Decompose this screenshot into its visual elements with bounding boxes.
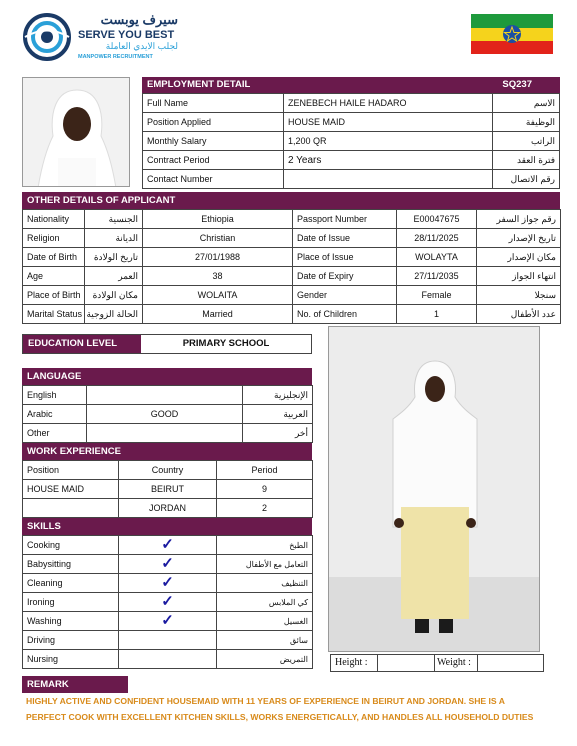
field-label: Monthly Salary <box>143 132 284 151</box>
other-details-section <box>22 192 560 324</box>
field-value: HOUSE MAID <box>284 113 493 132</box>
field-label-ar: فترة العقد <box>493 151 560 170</box>
skill-name: Babysitting <box>23 555 119 574</box>
remark-header: REMARK <box>22 676 128 693</box>
skill-name: Driving <box>23 631 119 650</box>
language-name-ar: أخر <box>243 424 313 443</box>
field-value: 2 Years <box>284 151 493 170</box>
field-label: Place of Issue <box>293 248 397 267</box>
work-position: HOUSE MAID <box>23 480 119 499</box>
employment-detail-header <box>142 77 560 93</box>
field-label: Position Applied <box>143 113 284 132</box>
skill-name-ar: كي الملابس <box>217 593 313 612</box>
field-label-ar: رقم الاتصال <box>493 170 560 189</box>
table-row <box>23 574 313 593</box>
field-value: 38 <box>143 267 293 286</box>
remark-line-1: HIGHLY ACTIVE AND CONFIDENT HOUSEMAID WITH 11 YEARS OF EXPERIENCE IN BEIRUT AND JORDAN. SHE IS A <box>26 696 505 706</box>
remark-section <box>22 676 562 725</box>
field-value: 1,200 QR <box>284 132 493 151</box>
employment-detail-title: EMPLOYMENT DETAIL <box>147 79 251 90</box>
field-label: Passport Number <box>293 210 397 229</box>
table-row <box>23 286 561 305</box>
skill-name: Nursing <box>23 650 119 669</box>
logo-english: SERVE YOU BEST <box>78 29 175 41</box>
other-details-table <box>22 209 561 324</box>
table-row <box>23 305 561 324</box>
table-row <box>143 94 560 113</box>
table-row <box>23 612 313 631</box>
other-details-header: OTHER DETAILS OF APPLICANT <box>22 192 560 209</box>
field-label: Age <box>23 267 85 286</box>
table-row <box>23 555 313 574</box>
work-position <box>23 499 119 518</box>
checkmark-icon: ✓ <box>161 555 174 572</box>
table-row <box>23 631 313 650</box>
table-row <box>23 267 561 286</box>
table-header-row <box>23 461 313 480</box>
field-label-ar: رقم جواز السفر <box>477 210 561 229</box>
height-label: Height : <box>335 657 368 668</box>
table-row <box>23 248 561 267</box>
table-row <box>23 386 313 405</box>
field-label: Marital Status <box>23 305 85 324</box>
field-label-ar: تاريخ الإصدار <box>477 229 561 248</box>
field-value: 1 <box>397 305 477 324</box>
field-label: Date of Birth <box>23 248 85 267</box>
education-level-label: EDUCATION LEVEL <box>23 335 141 353</box>
employment-table <box>142 93 560 189</box>
field-value: Christian <box>143 229 293 248</box>
table-row <box>23 499 313 518</box>
field-label: Nationality <box>23 210 85 229</box>
language-section <box>22 368 312 669</box>
work-period: 9 <box>217 480 313 499</box>
work-period: 2 <box>217 499 313 518</box>
field-label: Place of Birth <box>23 286 85 305</box>
field-value: Married <box>143 305 293 324</box>
table-row <box>23 405 313 424</box>
table-row <box>23 229 561 248</box>
language-header: LANGUAGE <box>22 368 312 385</box>
skill-name: Cleaning <box>23 574 119 593</box>
remark-line-2: PERFECT COOK WITH EXCELLENT KITCHEN SKILLS, WORKS ENERGETICALLY, AND HANDLES ALL HOUSEHOLD DUTIES <box>26 712 534 722</box>
field-label: Date of Issue <box>293 229 397 248</box>
flag-emblem-icon <box>502 24 522 44</box>
applicant-full-body-photo <box>328 326 540 652</box>
field-label: No. of Children <box>293 305 397 324</box>
language-name-ar: العربية <box>243 405 313 424</box>
column-header: Period <box>217 461 313 480</box>
field-label-ar: الديانة <box>85 229 143 248</box>
logo-mark-icon <box>22 12 72 62</box>
language-name-ar: الإنجليزية <box>243 386 313 405</box>
work-experience-table <box>22 460 313 518</box>
language-name: Other <box>23 424 87 443</box>
column-header: Country <box>119 461 217 480</box>
logo-arabic: سيرف يوبست <box>100 12 178 27</box>
education-level-value: PRIMARY SCHOOL <box>182 338 270 349</box>
field-label-ar: عدد الأطفال <box>477 305 561 324</box>
skill-name-ar: الغسيل <box>217 612 313 631</box>
logo-sub: MANPOWER RECRUITMENT <box>78 54 153 60</box>
skill-name-ar: التعامل مع الأطفال <box>217 555 313 574</box>
field-value: 27/01/1988 <box>143 248 293 267</box>
reference-number: SQ237 <box>502 79 532 90</box>
field-value: WOLAITA <box>143 286 293 305</box>
column-header: Position <box>23 461 119 480</box>
field-value: Female <box>397 286 477 305</box>
weight-label: Weight : <box>437 657 471 668</box>
field-label: Gender <box>293 286 397 305</box>
ethiopia-flag <box>471 14 553 54</box>
field-value: ZENEBECH HAILE HADARO <box>284 94 493 113</box>
skill-name-ar: التنظيف <box>217 574 313 593</box>
field-label-ar: الوظيفة <box>493 113 560 132</box>
language-level: GOOD <box>87 405 243 424</box>
field-value: Ethiopia <box>143 210 293 229</box>
field-label: Religion <box>23 229 85 248</box>
field-label-ar: الجنسية <box>85 210 143 229</box>
table-row <box>23 593 313 612</box>
field-label: Contract Period <box>143 151 284 170</box>
field-label: Date of Expiry <box>293 267 397 286</box>
field-value: E00047675 <box>397 210 477 229</box>
employment-detail-section <box>142 77 560 189</box>
field-value <box>284 170 493 189</box>
field-label-ar: مكان الولادة <box>85 286 143 305</box>
table-row <box>143 113 560 132</box>
logo-arabic-sub: لجلب الايدي العاملة <box>105 41 178 51</box>
field-label-ar: تاريخ الولادة <box>85 248 143 267</box>
field-label-ar: الاسم <box>493 94 560 113</box>
skills-table <box>22 535 313 669</box>
table-row <box>143 151 560 170</box>
field-label-ar: العمر <box>85 267 143 286</box>
table-row <box>143 132 560 151</box>
table-row <box>23 650 313 669</box>
field-label-ar: مكان الإصدار <box>477 248 561 267</box>
work-experience-header: WORK EXPERIENCE <box>22 443 312 460</box>
language-name: Arabic <box>23 405 87 424</box>
field-label: Full Name <box>143 94 284 113</box>
work-country: BEIRUT <box>119 480 217 499</box>
checkmark-icon: ✓ <box>161 593 174 610</box>
language-level <box>87 424 243 443</box>
skill-name: Cooking <box>23 536 119 555</box>
checkmark-icon: ✓ <box>161 612 174 629</box>
education-level-row <box>22 334 312 354</box>
field-label: Contact Number <box>143 170 284 189</box>
field-value: 28/11/2025 <box>397 229 477 248</box>
field-value: 27/11/2035 <box>397 267 477 286</box>
skill-name: Ironing <box>23 593 119 612</box>
field-value: WOLAYTA <box>397 248 477 267</box>
applicant-passport-photo <box>22 77 130 187</box>
work-country: JORDAN <box>119 499 217 518</box>
skill-name: Washing <box>23 612 119 631</box>
field-label-ar: سنجلا <box>477 286 561 305</box>
company-logo <box>22 12 182 64</box>
skill-name-ar: سائق <box>217 631 313 650</box>
table-row <box>23 424 313 443</box>
language-level <box>87 386 243 405</box>
table-row <box>23 210 561 229</box>
checkmark-icon: ✓ <box>161 536 174 553</box>
skills-header: SKILLS <box>22 518 312 535</box>
field-label-ar: انتهاء الجواز <box>477 267 561 286</box>
table-row <box>23 480 313 499</box>
field-label-ar: الحالة الزوجية <box>85 305 143 324</box>
height-weight-row <box>330 654 544 672</box>
skill-name-ar: التمريض <box>217 650 313 669</box>
language-name: English <box>23 386 87 405</box>
checkmark-icon: ✓ <box>161 574 174 591</box>
language-table <box>22 385 313 443</box>
field-label-ar: الراتب <box>493 132 560 151</box>
table-row <box>23 536 313 555</box>
skill-name-ar: الطبخ <box>217 536 313 555</box>
table-row <box>143 170 560 189</box>
